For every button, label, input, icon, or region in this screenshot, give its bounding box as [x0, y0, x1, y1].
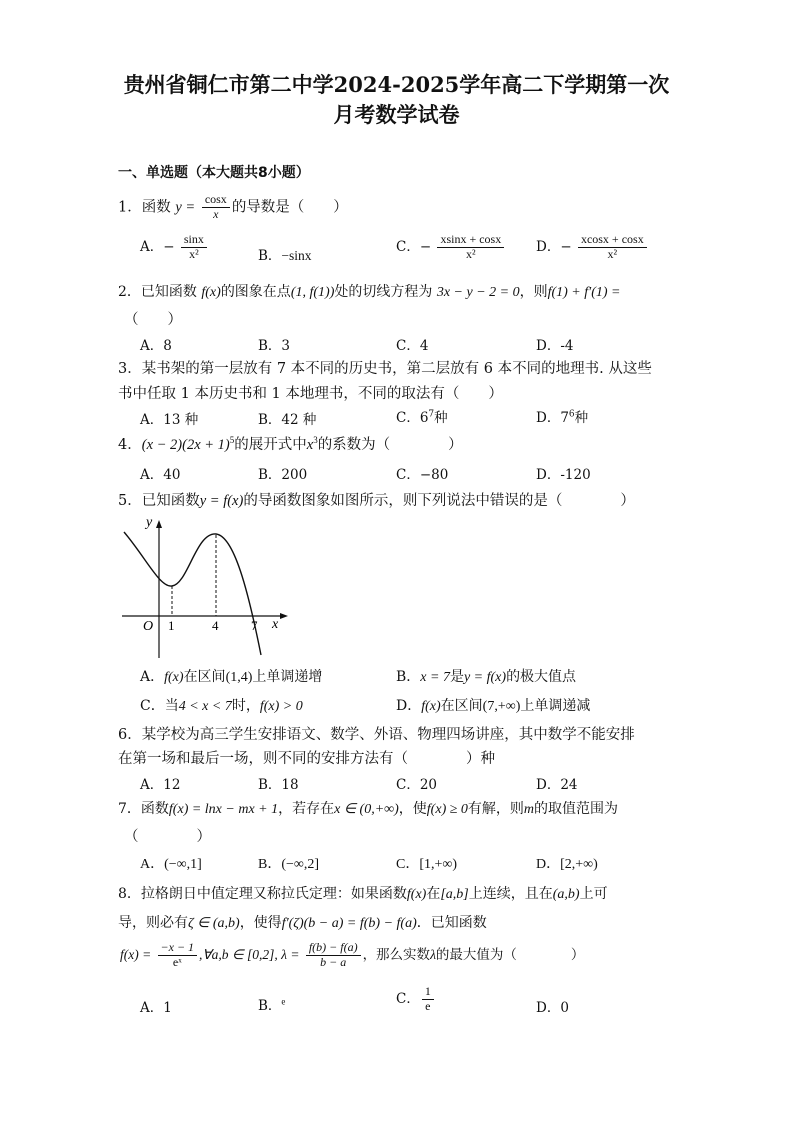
q1-d-den: x²: [607, 246, 618, 261]
q1-d-num: xcosx + cosx: [578, 233, 647, 248]
q5-d-interval: (7,+∞): [482, 699, 521, 714]
q7-option-c[interactable]: C．[1,+∞): [396, 857, 458, 872]
q5-b-fn: y = f(x): [463, 670, 507, 685]
q5-a-fx: f(x): [164, 670, 184, 685]
q5-c-label: C．当: [140, 698, 179, 714]
q5-option-d[interactable]: [396, 695, 590, 715]
q7-m: m: [523, 802, 535, 817]
q5-b-x: x = 7: [420, 670, 450, 685]
q4-expr: (x − 2)(2x + 1): [141, 437, 230, 453]
q8-option-a[interactable]: A．1: [140, 1000, 172, 1016]
q2-option-d[interactable]: D．-4: [536, 338, 574, 354]
q8-b-val: e: [281, 996, 286, 1007]
q4-mid: 的展开式中: [234, 437, 307, 453]
q5-b-post: 的极大值点: [506, 669, 577, 685]
question-7: [118, 798, 618, 818]
question-5: [118, 489, 635, 510]
q1-option-d[interactable]: [536, 233, 649, 262]
q1-c-fraction: [437, 233, 504, 262]
q1-c-sign: −: [419, 238, 432, 255]
question-2: [118, 281, 620, 301]
q7-ineq: f(x) ≥ 0: [426, 802, 468, 817]
q8-fraction-1: [158, 941, 198, 970]
q8-l1b: 在: [426, 886, 441, 902]
q5-post: 的导函数图象如图所示，则下列说法中错误的是（ ）: [243, 493, 635, 509]
q6-line2: 在第一场和最后一场，则不同的安排方法有（ ）种: [118, 751, 495, 767]
derivative-graph: [118, 510, 298, 660]
q1-d-label: D．: [536, 238, 561, 255]
q1-b-text: −sinx: [281, 248, 312, 263]
q5-a-mid: 在区间: [183, 669, 226, 685]
q8-l3lam: λ: [430, 946, 436, 962]
q4-post: 的系数为（ ）: [317, 437, 463, 453]
q8-l3den2: b − a: [320, 954, 347, 969]
q7-blank: （ ）: [124, 829, 211, 845]
q7-number: 7．: [118, 801, 141, 817]
derivative-curve: [124, 532, 261, 655]
q8-l2eq: f′(ζ)(b − a) = f(b) − f(a): [281, 916, 417, 931]
section-heading: 一、单选题（本大题共8小题）: [118, 165, 310, 181]
q1-option-b[interactable]: [258, 244, 312, 264]
q2-equation: 3x − y − 2 = 0: [436, 285, 520, 300]
q5-d-post: 上单调递减: [520, 698, 591, 714]
q6-line1: 6．某学校为高三学生安排语文、数学、外语、物理四场讲座，其中数学不能安排: [118, 727, 635, 743]
q8-l1int2: (a,b): [552, 887, 580, 902]
q8-l3num: −x − 1: [158, 941, 198, 956]
q5-c-expr: f(x) > 0: [259, 699, 303, 714]
q7-option-b[interactable]: B．(−∞,2]: [258, 857, 320, 872]
q3-option-b[interactable]: B．42 种: [258, 412, 317, 428]
q3-c-base: C．6: [396, 410, 429, 426]
q2-option-c[interactable]: C．4: [396, 338, 429, 354]
q1-a-sign: −: [163, 238, 175, 255]
q6-option-a[interactable]: A．12: [140, 777, 181, 793]
q2-pre: 已知函数: [140, 284, 197, 300]
q8-l3post2: 的最大值为（ ）: [435, 946, 585, 963]
q7-fn: f(x) = lnx − mx + 1: [168, 802, 279, 817]
q5-number: 5．: [118, 493, 142, 509]
q6-option-b[interactable]: B．18: [258, 777, 299, 793]
q5-pre: 已知函数: [141, 493, 200, 509]
q7-mid2: ，使: [398, 801, 427, 817]
y-axis-label: y: [146, 515, 153, 530]
q2-option-a[interactable]: A．8: [140, 338, 172, 354]
q1-a-num: sinx: [181, 233, 207, 248]
q4-number: 4．: [118, 437, 142, 453]
tick-label-4: 4: [212, 618, 219, 633]
q7-mid: ，若存在: [278, 801, 335, 817]
q5-d-mid: 在区间: [440, 698, 483, 714]
q2-mid2: 处的切线方程为: [334, 284, 433, 300]
q8-l2zeta: ζ ∈ (a,b): [188, 916, 240, 931]
q8-l2a: 导，则必有: [118, 915, 188, 931]
x-axis-arrow-icon: [280, 613, 288, 619]
q8-option-d[interactable]: D．0: [536, 1000, 569, 1016]
origin-label: O: [143, 619, 154, 634]
y-axis-arrow-icon: [156, 520, 162, 528]
page-title-line1: 贵州省铜仁市第二中学2024-2025学年高二下学期第一次: [123, 72, 670, 97]
q1-b-label: B．: [258, 248, 282, 264]
q4-option-d[interactable]: D．-120: [536, 467, 591, 483]
q3-d-base: D．7: [536, 410, 569, 426]
q6-option-d[interactable]: D．24: [536, 777, 578, 793]
q1-lhs: y =: [175, 199, 196, 216]
q5-d-label: D．: [396, 698, 422, 714]
q2-number: 2．: [118, 284, 141, 300]
q8-l3num2: f(b) − f(a): [306, 941, 361, 956]
page-title-line2: 月考数学试卷: [333, 102, 460, 127]
q8-c-label: C．: [396, 990, 420, 1007]
q1-option-c[interactable]: [396, 233, 506, 262]
q8-l3den: eˣ: [172, 954, 182, 969]
q8-c-fraction: [422, 985, 434, 1014]
q5-a-label: A．: [140, 669, 165, 685]
q5-a-interval: (1,4): [225, 670, 253, 685]
q5-option-c[interactable]: [140, 695, 303, 715]
q4-option-b[interactable]: B．200: [258, 467, 308, 483]
q1-frac-num: cosx: [202, 193, 230, 208]
q4-option-a[interactable]: A．40: [140, 467, 181, 483]
question-1: [118, 193, 348, 222]
q1-c-num: xsinx + cosx: [437, 233, 504, 248]
q1-pre: 函数: [141, 199, 171, 216]
q1-number: 1．: [118, 199, 142, 216]
q3-d-tail: 种: [574, 410, 589, 426]
q4-exp: 5: [229, 435, 235, 446]
q8-l1a: 8．拉格朗日中值定理又称拉氏定理：如果函数: [118, 886, 407, 902]
q1-post: 的导数是（ ）: [231, 199, 348, 216]
q7-option-d[interactable]: D．[2,+∞): [536, 857, 598, 872]
q8-option-b[interactable]: [258, 994, 285, 1014]
q6-option-c[interactable]: C．20: [396, 777, 438, 793]
q5-option-a[interactable]: [140, 666, 322, 686]
q3-option-a[interactable]: A．13 种: [140, 412, 199, 428]
q1-option-a[interactable]: [140, 233, 209, 262]
q3-option-c[interactable]: [396, 406, 448, 426]
q7-mid3: 有解，则: [467, 801, 524, 817]
q2-option-b[interactable]: B．3: [258, 338, 291, 354]
q5-c-ineq: 4 < x < 7: [178, 699, 232, 714]
question-4: [118, 433, 463, 454]
q3-d-sup: 6: [568, 409, 575, 420]
q2-post: ，则: [519, 284, 548, 300]
x-axis-label: x: [272, 617, 279, 632]
q5-a-post: 上单调递增: [252, 669, 323, 685]
q1-frac-den: x: [213, 206, 219, 221]
q8-line2: [118, 912, 487, 932]
q8-fraction-2: [306, 941, 361, 970]
q7-option-a[interactable]: A．(−∞,1]: [140, 857, 202, 872]
q8-l2b: ，使得: [239, 915, 282, 931]
q5-b-label: B．: [396, 669, 421, 685]
q8-l1int: [a,b]: [440, 887, 469, 902]
q8-l3mid: ,∀a,b ∈ [0,2], λ =: [199, 946, 300, 962]
q1-c-label: C．: [396, 238, 420, 255]
q7-pre: 函数: [140, 801, 169, 817]
q8-c-num: 1: [422, 985, 434, 1000]
q1-fraction: [202, 193, 230, 222]
q1-a-fraction: [181, 233, 207, 262]
q1-d-sign: −: [560, 238, 572, 255]
q8-l1fx: f(x): [406, 887, 427, 902]
q5-b-mid: 是: [449, 669, 464, 685]
q3-c-tail: 种: [434, 410, 448, 426]
q3-option-d[interactable]: [536, 406, 588, 426]
q8-l3post: ，那么实数: [362, 946, 431, 963]
q4-var: x: [306, 437, 314, 453]
q4-var-exp: 3: [313, 435, 318, 446]
q2-point: (1, f(1)): [290, 285, 335, 300]
q5-fn: y = f(x): [199, 493, 244, 509]
q3-line1: 3．某书架的第一层放有 7 本不同的历史书，第二层放有 6 本不同的地理书. 从这些: [118, 361, 652, 377]
q8-l3fx: f(x) =: [120, 946, 152, 962]
q8-l1d: 上可: [579, 886, 608, 902]
q2-blank: （ ）: [124, 312, 182, 328]
q2-f: f(x): [201, 285, 221, 300]
q7-post: 的取值范围为: [534, 801, 619, 817]
q2-mid: 的图象在点: [220, 284, 291, 300]
tick-label-7: 7: [251, 618, 258, 633]
q8-line3: [120, 941, 584, 970]
q1-a-label: A．: [140, 238, 164, 255]
q2-expr: f(1) + f′(1) =: [547, 285, 621, 300]
q3-line2: 书中任取 1 本历史书和 1 本地理书，不同的取法有（ ）: [118, 386, 503, 402]
q8-line1: [118, 883, 608, 903]
q5-option-b[interactable]: [396, 666, 576, 686]
q8-b-label: B．: [258, 998, 282, 1014]
q3-c-sup: 7: [428, 409, 435, 420]
q1-a-den: x²: [189, 246, 199, 261]
q1-d-fraction: [578, 233, 647, 262]
q8-c-den: e: [425, 998, 431, 1013]
tick-label-1: 1: [168, 618, 175, 633]
q8-l2c: ．已知函数: [416, 915, 487, 931]
q4-option-c[interactable]: C．−80: [396, 467, 449, 483]
q5-d-fx: f(x): [421, 699, 441, 714]
q8-option-c[interactable]: [396, 985, 436, 1014]
q1-c-den: x²: [466, 246, 476, 261]
q5-c-mid: 时，: [231, 698, 260, 714]
q8-l1c: 上连续，且在: [468, 886, 553, 902]
q7-cond: x ∈ (0,+∞): [334, 802, 399, 817]
